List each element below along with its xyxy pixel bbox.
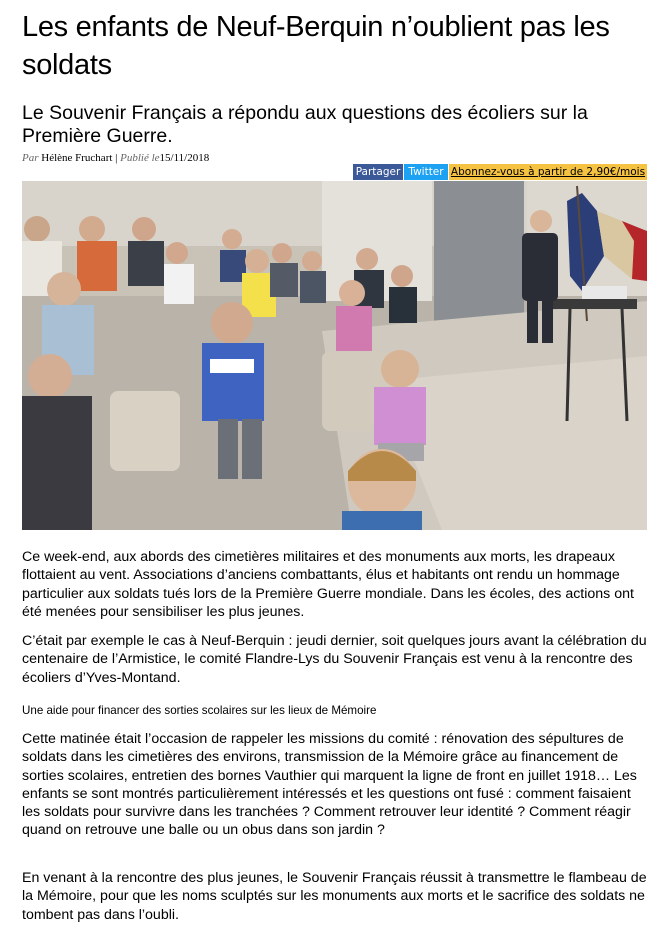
subscribe-link[interactable]: Abonnez-vous à partir de 2,90€/mois (450, 166, 646, 178)
byline-published-label: Publié le (120, 152, 160, 164)
byline-date: 15/11/2018 (159, 152, 210, 164)
article-paragraph: C’était par exemple le cas à Neuf-Berquin : jeudi dernier, soit quelques jours avant la célébration du centenaire de l’Armistice, le comité Flandre-Lys du Souvenir Français est venu à la rencontre des écoliers d’Yves-Montand. (22, 633, 647, 686)
article-title: Les enfants de Neuf-Berquin n’oublient pas les soldats (22, 11, 610, 81)
article-paragraph: Cette matinée était l’occasion de rappeler les missions du comité : rénovation des sépultures de soldats dans les cimetières des environs, transmission de la Mémoire grâce au financement de sorties scolaires, entretien des bornes Vauthier qui marquent la ligne de front en juillet 1918… Les enfants se sont montrés particulièrement intéressés et les questions ont fusé : comment faisaient les soldats pour survivre dans les tranchées ? Comment retrouver leur identité ? Comment réagir quand on retrouve une balle ou un obus dans son jardin ? (22, 731, 637, 839)
byline-separator: | (112, 152, 121, 164)
article-subtitle: Le Souvenir Français a répondu aux questions des écoliers sur la Première Guerre. (22, 102, 588, 147)
byline (22, 151, 209, 165)
byline-par-label: Par (22, 152, 39, 164)
byline-author[interactable]: Hélène Fruchart (41, 152, 113, 164)
twitter-share-button[interactable]: Twitter (404, 164, 448, 180)
facebook-share-button[interactable]: Partager (353, 164, 403, 180)
article-paragraph: En venant à la rencontre des plus jeunes, le Souvenir Français réussit à transmettre le flambeau de la Mémoire, pour que les noms sculptés sur les monuments aux morts et le sacrifice des soldats ne tombent pas dans l’oubli. (22, 870, 647, 923)
section-heading: Une aide pour financer des sorties scolaires sur les lieux de Mémoire (22, 704, 377, 717)
article-paragraph: Ce week-end, aux abords des cimetières militaires et des monuments aux morts, les drapeaux flottaient au vent. Associations d’anciens combattants, élus et habitants ont rendu un hommage particulier aux soldats tués lors de la Première Guerre mondiale. Dans les écoles, des actions ont été menées pour sensibiliser les plus jeunes. (22, 549, 634, 620)
classroom-photo (22, 181, 647, 530)
